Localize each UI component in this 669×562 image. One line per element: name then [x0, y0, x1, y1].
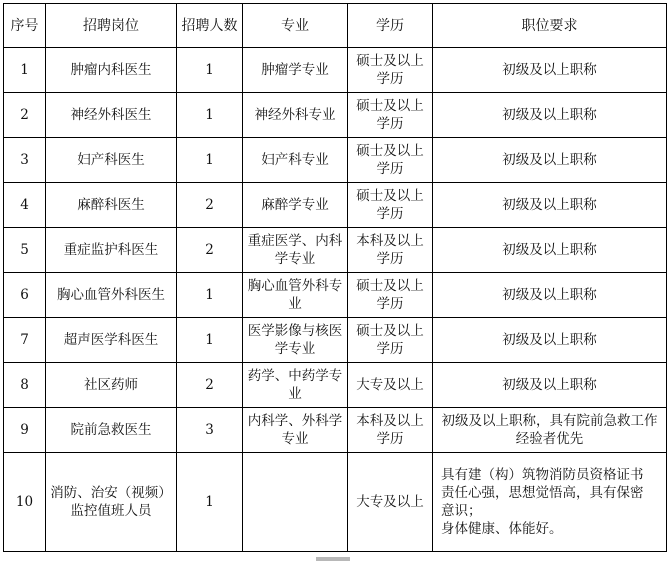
cell-position: 胸心血管外科医生 [46, 273, 177, 318]
cell-education: 硕士及以上学历 [348, 273, 433, 318]
cell-position: 院前急救医生 [46, 408, 177, 453]
cell-count: 3 [177, 408, 243, 453]
cell-seq: 9 [4, 408, 46, 453]
table-row [4, 93, 667, 138]
cell-position: 重症监护科医生 [46, 228, 177, 273]
requirement-line: 具有建（构）筑物消防员资格证书 [441, 467, 644, 483]
table-row [4, 363, 667, 408]
cell-position: 麻醉科医生 [46, 183, 177, 228]
cell-education: 本科及以上学历 [348, 408, 433, 453]
header-seq: 序号 [4, 4, 46, 48]
cell-seq: 8 [4, 363, 46, 408]
table-row [4, 228, 667, 273]
cell-major: 麻醉学专业 [243, 183, 348, 228]
cell-major: 重症医学、内科学专业 [243, 228, 348, 273]
cell-education: 硕士及以上学历 [348, 318, 433, 363]
cell-count: 2 [177, 183, 243, 228]
header-row [4, 4, 667, 48]
cell-seq: 1 [4, 48, 46, 93]
header-count: 招聘人数 [177, 4, 243, 48]
cell-seq: 3 [4, 138, 46, 183]
cell-requirement: 初级及以上职称 [433, 183, 667, 228]
cell-requirement: 初级及以上职称 [433, 273, 667, 318]
cell-education: 硕士及以上学历 [348, 183, 433, 228]
cell-major: 神经外科专业 [243, 93, 348, 138]
requirement-line: 意识； [441, 503, 482, 519]
cell-position: 消防、治安（视频）监控值班人员 [46, 453, 177, 552]
header-requirement: 职位要求 [433, 4, 667, 48]
cell-education: 大专及以上 [348, 453, 433, 552]
cell-count: 1 [177, 318, 243, 363]
header-education: 学历 [348, 4, 433, 48]
cell-education: 硕士及以上学历 [348, 138, 433, 183]
recruitment-table [3, 3, 667, 552]
cell-position: 社区药师 [46, 363, 177, 408]
cell-major: 药学、中药学专业 [243, 363, 348, 408]
cell-count: 1 [177, 453, 243, 552]
cell-education: 硕士及以上学历 [348, 48, 433, 93]
cell-major [243, 453, 348, 552]
cell-requirement: 初级及以上职称 [433, 138, 667, 183]
cell-count: 1 [177, 273, 243, 318]
cell-position: 神经外科医生 [46, 93, 177, 138]
cell-requirement: 初级及以上职称 [433, 363, 667, 408]
cell-seq: 7 [4, 318, 46, 363]
cell-requirement: 初级及以上职称 [433, 228, 667, 273]
header-major: 专业 [243, 4, 348, 48]
cell-seq: 6 [4, 273, 46, 318]
cell-requirement: 初级及以上职称 [433, 318, 667, 363]
header-position: 招聘岗位 [46, 4, 177, 48]
table-row [4, 48, 667, 93]
table-row [4, 318, 667, 363]
cell-seq: 2 [4, 93, 46, 138]
cell-count: 2 [177, 228, 243, 273]
cell-education: 大专及以上 [348, 363, 433, 408]
cell-count: 1 [177, 138, 243, 183]
cell-education: 本科及以上学历 [348, 228, 433, 273]
table-row [4, 408, 667, 453]
requirement-line: 身体健康、体能好。 [441, 521, 563, 537]
cell-requirement: 初级及以上职称 [433, 93, 667, 138]
cell-seq: 4 [4, 183, 46, 228]
table-row [4, 273, 667, 318]
cell-requirement: 初级及以上职称 [433, 48, 667, 93]
cell-major: 内科学、外科学专业 [243, 408, 348, 453]
scroll-indicator [316, 557, 350, 561]
cell-position: 肿瘤内科医生 [46, 48, 177, 93]
cell-seq: 10 [4, 453, 46, 552]
cell-position: 妇产科医生 [46, 138, 177, 183]
table-row [4, 138, 667, 183]
cell-requirement [433, 453, 667, 552]
cell-requirement: 初级及以上职称，具有院前急救工作经验者优先 [433, 408, 667, 453]
cell-major: 妇产科专业 [243, 138, 348, 183]
table-row [4, 183, 667, 228]
cell-major: 胸心血管外科专业 [243, 273, 348, 318]
cell-major: 医学影像与核医学专业 [243, 318, 348, 363]
cell-major: 肿瘤学专业 [243, 48, 348, 93]
cell-count: 2 [177, 363, 243, 408]
table-row [4, 453, 667, 552]
cell-count: 1 [177, 93, 243, 138]
requirement-line: 责任心强，思想觉悟高，具有保密 [441, 485, 644, 501]
cell-education: 硕士及以上学历 [348, 93, 433, 138]
cell-seq: 5 [4, 228, 46, 273]
cell-position: 超声医学科医生 [46, 318, 177, 363]
cell-count: 1 [177, 48, 243, 93]
